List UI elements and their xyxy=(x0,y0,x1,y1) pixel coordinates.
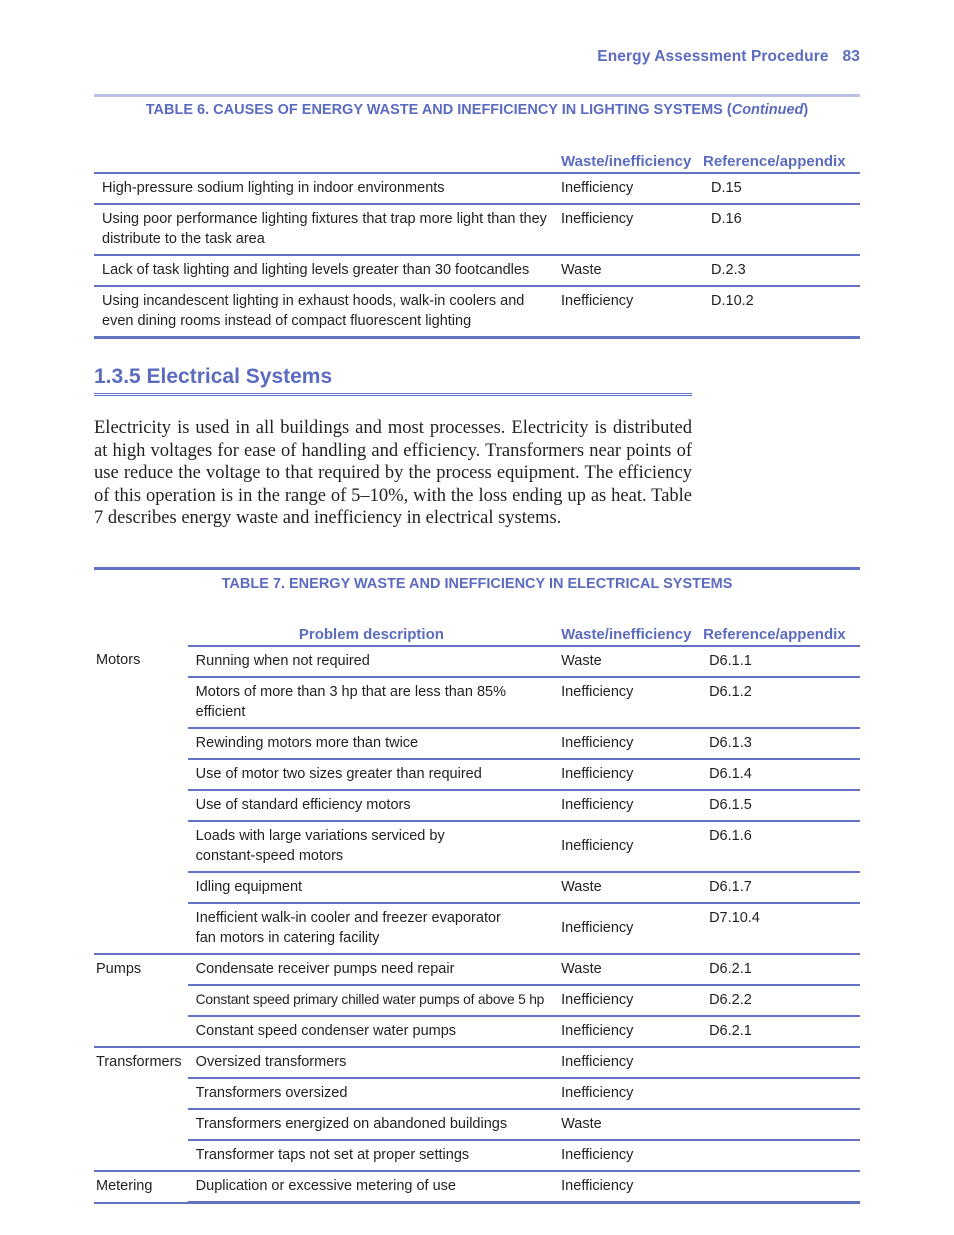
table6-type: Inefficiency xyxy=(555,286,703,338)
problem-desc: Running when not required xyxy=(188,646,555,677)
problem-type: Inefficiency xyxy=(555,759,703,790)
problem-type: Inefficiency xyxy=(555,985,703,1016)
problem-ref: D6.1.2 xyxy=(703,677,860,728)
problem-ref: D6.1.5 xyxy=(703,790,860,821)
table6 xyxy=(94,145,860,339)
problem-type: Inefficiency xyxy=(555,1078,703,1109)
table7-col-problem: Problem description xyxy=(188,618,555,646)
running-title: Energy Assessment Procedure xyxy=(597,48,829,65)
table6-desc: Using incandescent lighting in exhaust hoods, walk-in coolers and even dining rooms instead of compact fluorescent lighting xyxy=(94,286,555,338)
table6-ref: D.2.3 xyxy=(703,255,860,286)
page-number: 83 xyxy=(842,48,860,65)
table-row xyxy=(94,286,860,338)
problem-type: Inefficiency xyxy=(555,1047,703,1078)
problem-ref: D6.1.7 xyxy=(703,872,860,903)
problem-ref xyxy=(703,1171,860,1203)
table-row xyxy=(94,954,860,985)
table6-desc: Using poor performance lighting fixtures that trap more light than they distribute to the task area xyxy=(94,204,555,255)
table-row xyxy=(94,255,860,286)
problem-ref: D6.2.1 xyxy=(703,954,860,985)
table6-desc: Lack of task lighting and lighting levels greater than 30 footcandles xyxy=(94,255,555,286)
problem-desc: Use of motor two sizes greater than required xyxy=(188,759,555,790)
problem-type: Inefficiency xyxy=(555,790,703,821)
problem-type: Inefficiency xyxy=(555,1140,703,1171)
table-row xyxy=(94,1016,860,1047)
table6-type: Waste xyxy=(555,255,703,286)
table-row xyxy=(94,1171,860,1203)
problem-type: Inefficiency xyxy=(555,677,703,728)
problem-type: Waste xyxy=(555,1109,703,1140)
problem-desc: Oversized transformers xyxy=(188,1047,555,1078)
table6-type: Inefficiency xyxy=(555,173,703,204)
table6-ref: D.16 xyxy=(703,204,860,255)
problem-type: Waste xyxy=(555,954,703,985)
category-label: Motors xyxy=(94,646,188,954)
problem-ref xyxy=(703,1047,860,1078)
problem-desc: Transformers oversized xyxy=(188,1078,555,1109)
table6-caption: TABLE 6. CAUSES OF ENERGY WASTE AND INEFFICIENCY IN LIGHTING SYSTEMS (Continued) xyxy=(145,102,809,118)
category-label: Transformers xyxy=(94,1047,188,1171)
table-row xyxy=(94,759,860,790)
category-label: Metering xyxy=(94,1171,188,1203)
problem-type: Inefficiency xyxy=(555,903,703,954)
problem-desc: Constant speed primary chilled water pumps of above 5 hp xyxy=(188,985,555,1016)
problem-desc: Rewinding motors more than twice xyxy=(188,728,555,759)
problem-type: Inefficiency xyxy=(555,728,703,759)
table-row xyxy=(94,872,860,903)
table6-top-rule xyxy=(94,94,860,97)
body-paragraph: Electricity is used in all buildings and most processes. Electricity is distributed at high voltages for ease of handling and efficiency. Transformers near points of use reduce the voltage to that required by the process equipment. The efficiency of this operation is in the range of 5–10%, with the loss ending up as heat. Table 7 describes energy waste and inefficiency in electrical systems. xyxy=(94,418,692,529)
running-header xyxy=(597,48,860,66)
table6-ref: D.15 xyxy=(703,173,860,204)
table-row xyxy=(94,821,860,872)
table-row xyxy=(94,790,860,821)
table-row xyxy=(94,1140,860,1171)
section-rule xyxy=(94,393,692,396)
table6-col-reference: Reference/appendix xyxy=(703,145,860,173)
table-row xyxy=(94,903,860,954)
table-row xyxy=(94,646,860,677)
section-heading: 1.3.5 Electrical Systems xyxy=(94,365,333,388)
table7-col-waste: Waste/inefficiency xyxy=(555,618,703,646)
problem-desc: Condensate receiver pumps need repair xyxy=(188,954,555,985)
table6-col-description xyxy=(94,145,555,173)
problem-ref xyxy=(703,1109,860,1140)
problem-ref xyxy=(703,1140,860,1171)
problem-type: Inefficiency xyxy=(555,821,703,872)
problem-desc: Motors of more than 3 hp that are less than 85% efficient xyxy=(188,677,555,728)
category-label: Pumps xyxy=(94,954,188,1047)
table7-caption: TABLE 7. ENERGY WASTE AND INEFFICIENCY IN ELECTRICAL SYSTEMS xyxy=(221,576,733,592)
problem-ref: D6.2.2 xyxy=(703,985,860,1016)
table-row xyxy=(94,677,860,728)
table-row xyxy=(94,1109,860,1140)
table7-top-rule xyxy=(94,567,860,570)
problem-ref: D6.1.1 xyxy=(703,646,860,677)
table7-col-category xyxy=(94,618,188,646)
table-row xyxy=(94,1047,860,1078)
problem-desc: Use of standard efficiency motors xyxy=(188,790,555,821)
table-row xyxy=(94,204,860,255)
problem-desc: Loads with large variations serviced by constant-speed motors xyxy=(188,821,555,872)
table6-type: Inefficiency xyxy=(555,204,703,255)
problem-ref: D6.2.1 xyxy=(703,1016,860,1047)
problem-ref: D7.10.4 xyxy=(703,903,860,954)
problem-desc: Idling equipment xyxy=(188,872,555,903)
table6-header-row xyxy=(94,145,860,173)
problem-desc: Inefficient walk-in cooler and freezer evaporator fan motors in catering facility xyxy=(188,903,555,954)
problem-desc: Transformer taps not set at proper settings xyxy=(188,1140,555,1171)
problem-ref: D6.1.6 xyxy=(703,821,860,872)
problem-desc: Constant speed condenser water pumps xyxy=(188,1016,555,1047)
table6-ref: D.10.2 xyxy=(703,286,860,338)
table6-col-waste: Waste/inefficiency xyxy=(555,145,703,173)
problem-type: Waste xyxy=(555,646,703,677)
problem-type: Inefficiency xyxy=(555,1016,703,1047)
table-row xyxy=(94,1078,860,1109)
table6-desc: High-pressure sodium lighting in indoor environments xyxy=(94,173,555,204)
table7-col-reference: Reference/appendix xyxy=(703,618,860,646)
table7-header-row xyxy=(94,618,860,646)
table-row xyxy=(94,728,860,759)
problem-ref: D6.1.3 xyxy=(703,728,860,759)
table-row xyxy=(94,985,860,1016)
problem-type: Waste xyxy=(555,872,703,903)
problem-type: Inefficiency xyxy=(555,1171,703,1203)
problem-ref xyxy=(703,1078,860,1109)
table-row xyxy=(94,173,860,204)
problem-desc: Duplication or excessive metering of use xyxy=(188,1171,555,1203)
problem-ref: D6.1.4 xyxy=(703,759,860,790)
problem-desc: Transformers energized on abandoned buildings xyxy=(188,1109,555,1140)
table7 xyxy=(94,618,860,1204)
